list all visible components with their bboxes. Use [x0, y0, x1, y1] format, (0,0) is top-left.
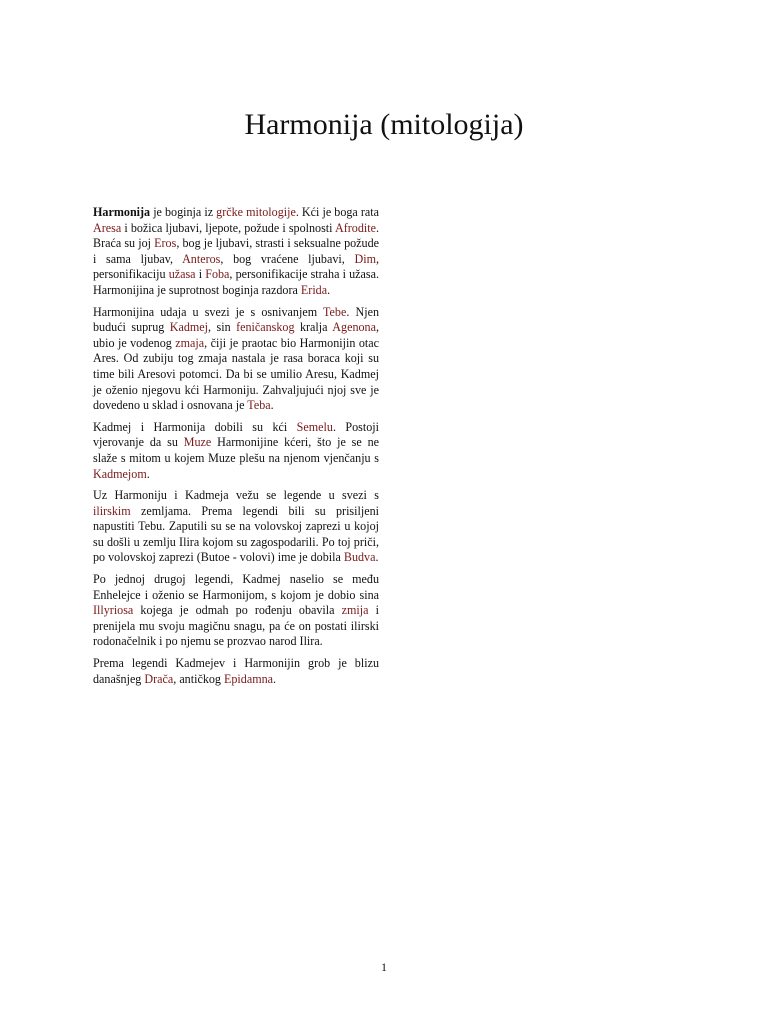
text-run: . — [273, 671, 277, 686]
wiki-link[interactable]: zmaja — [175, 335, 205, 350]
wiki-link[interactable]: Tebe — [323, 304, 347, 319]
paragraph — [93, 305, 379, 414]
text-run: , bog vraćene ljubavi, — [220, 251, 355, 266]
wiki-link[interactable]: Agenona — [332, 320, 376, 335]
text-run: kralja — [294, 320, 333, 335]
text-run: . — [327, 282, 331, 297]
text-run: i božica ljubavi, ljepote, požude i spolnosti — [121, 220, 335, 235]
text-run: kojega je odmah po rođenju obavila — [133, 603, 342, 618]
text-run: . Kći je boga rata — [295, 205, 379, 219]
text-run: , čiji je praotac bio Harmonijin otac Ares. Od zubiju tog zmaja nastala je rasa boraca koji su time bili Aresovi potomci. Da bi se umilio Aresu, Kadmej je oženio njegovu kći Harmoniju. Zahvaljujući njoj sve je dovedeno u sklad i osnovana je — [93, 335, 379, 413]
wiki-link[interactable]: ilirskim — [93, 503, 131, 518]
text-run: je boginja iz — [150, 205, 217, 219]
text-run: , antičkog — [173, 671, 224, 686]
text-run: Prema legendi Kadmejev i Harmonijin grob je blizu današnjeg — [93, 656, 379, 686]
text-run: Harmonijina udaja u svezi je s osnivanjem — [93, 304, 324, 319]
wiki-link[interactable]: Foba — [205, 267, 230, 282]
paragraph — [93, 205, 379, 299]
text-run: i prenijela mu svoju magičnu snagu, pa će on postati ilirski rodonačelnik i po njemu se prozvao narod Ilira. — [93, 603, 379, 649]
wiki-link[interactable]: Afrodite — [334, 220, 376, 235]
text-run: , personifikaciju — [93, 251, 380, 282]
text-run: . Braća su joj — [93, 220, 379, 251]
wiki-link[interactable]: Budva — [343, 550, 376, 565]
wiki-link[interactable]: užasa — [168, 267, 196, 282]
wiki-link[interactable]: Kadmejom — [93, 466, 147, 481]
wiki-link[interactable]: Muze — [183, 435, 212, 450]
text-run: . — [375, 550, 379, 565]
text-run: , ubio je vodenog — [93, 320, 379, 350]
wiki-link[interactable]: Illyriosa — [93, 603, 134, 618]
text-run: . — [270, 398, 274, 413]
text-run: Kadmej i Harmonija dobili su kći — [93, 419, 297, 434]
wiki-link[interactable]: Eros — [154, 236, 177, 251]
wiki-link[interactable]: Anteros — [182, 251, 221, 266]
text-run: , sin — [208, 320, 237, 335]
wiki-link[interactable]: grčke mitologije — [216, 205, 296, 219]
wiki-link[interactable]: Epidamna — [223, 671, 274, 686]
paragraph — [93, 488, 379, 566]
text-run: , personifikacije straha i užasa. Harmonijina je suprotnost boginja razdora — [93, 267, 379, 297]
wiki-link[interactable]: Aresa — [93, 220, 122, 235]
wiki-link[interactable]: Drača — [144, 671, 174, 686]
text-run: , bog je ljubavi, strasti i seksualne požude i sama ljubav, — [93, 236, 379, 266]
wiki-link[interactable]: Dim — [354, 251, 376, 266]
bold-term: Harmonija — [93, 205, 151, 219]
text-run: Po jednoj drugoj legendi, Kadmej naselio se među Enhelejce i oženio se Harmonijom, s kojom je dobio sina — [93, 572, 379, 602]
paragraph — [93, 572, 379, 650]
wiki-link[interactable]: feničanskog — [236, 320, 295, 335]
wiki-link[interactable]: Teba — [247, 398, 271, 413]
article-body — [93, 205, 379, 693]
text-run: Uz Harmoniju i Kadmeja vežu se legende u svezi s — [93, 488, 379, 503]
wiki-link[interactable]: Erida — [300, 282, 328, 297]
text-run: zemljama. Prema legendi bili su prisiljeni napustiti Tebu. Zaputili su se na volovskoj zaprezi u kojoj su došli u zemlju Ilira kojom su zagospodarili. Po toj priči, po volovskoj zaprezi (Butoe - volovi) ime je dobila — [93, 503, 379, 565]
paragraph — [93, 656, 379, 687]
page-number: 1 — [381, 960, 387, 974]
text-run: . Postoji vjerovanje da su — [93, 419, 380, 450]
wiki-link[interactable]: zmija — [341, 603, 369, 618]
wiki-link[interactable]: Semelu — [296, 419, 333, 434]
text-run: i — [195, 267, 206, 282]
wiki-link[interactable]: Kadmej — [169, 320, 209, 335]
paragraph — [93, 420, 379, 482]
page-title: Harmonija (mitologija) — [244, 108, 524, 141]
text-run: Harmonijine kćeri, što je se ne slaže s mitom u kojem Muze plešu na njenom vjenčanju s — [93, 435, 380, 465]
text-run: . — [146, 466, 150, 481]
text-run: . Njen budući suprug — [93, 304, 379, 335]
